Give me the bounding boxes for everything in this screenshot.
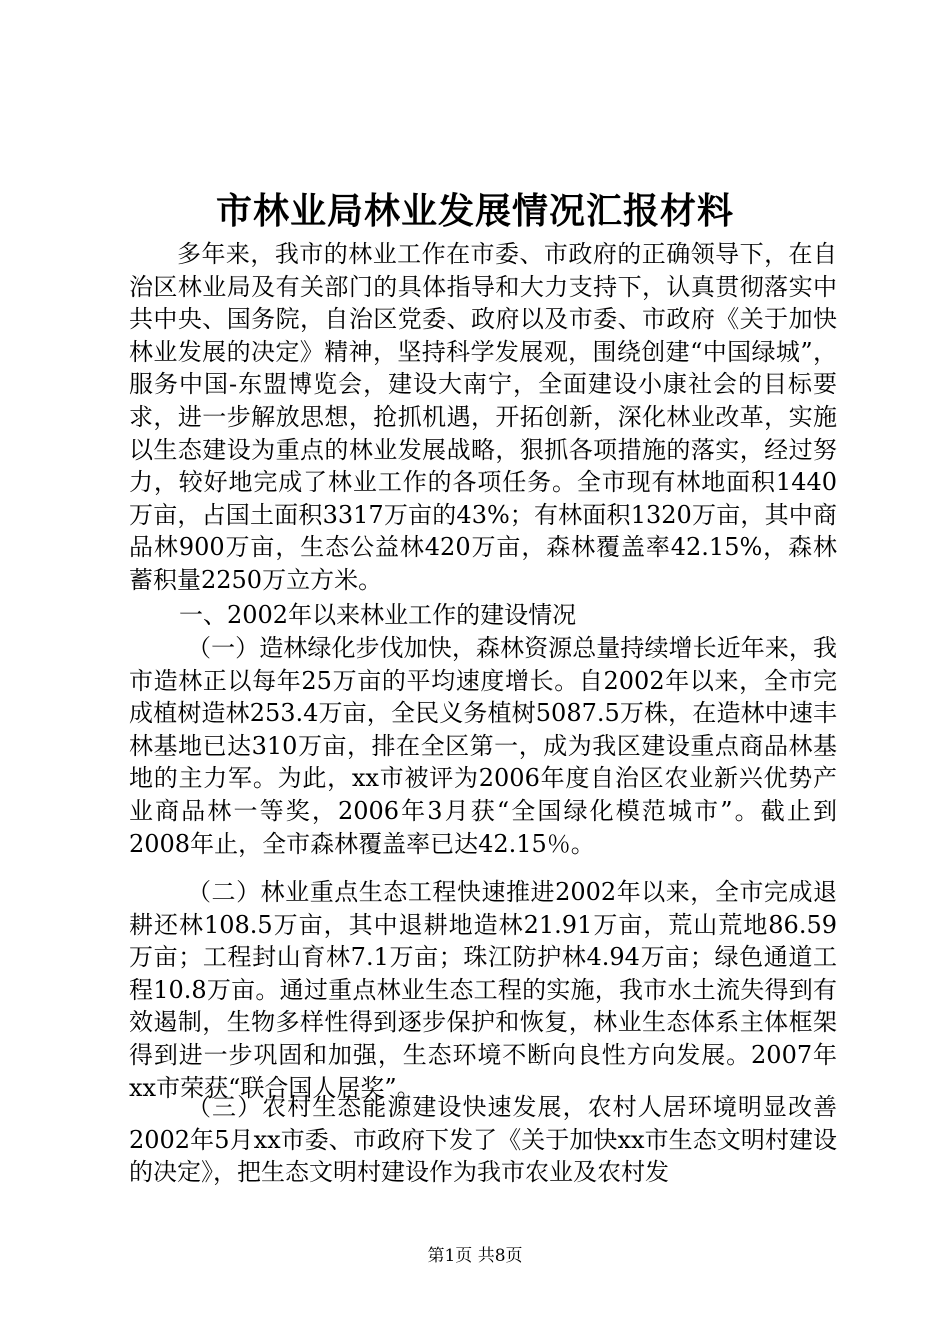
section-2-paragraph: （二）林业重点生态工程快速推进2002年以来，全市完成退耕还林108.5万亩，其中退耕地造林21.91万亩，荒山荒地86.59万亩；工程封山育林7.1万亩；珠江防护林4.94万亩；绿色通道工程10.8万亩。通过重点林业生态工程的实施，我市水土流失得到有效遏制，生物多样性得到逐步保护和恢复，林业生态体系主体框架得到进一步巩固和加强，生态环境不断向良性方向发展。2007年xx市荣获“联合国人居奖”。 [129, 878, 837, 1102]
document-title: 市林业局林业发展情况汇报材料 [215, 190, 734, 232]
intro-paragraph: 多年来，我市的林业工作在市委、市政府的正确领导下，在自治区林业局及有关部门的具体指导和大力支持下，认真贯彻落实中共中央、国务院，自治区党委、政府以及市委、市政府《关于加快林业发展的决定》精神，坚持科学发展观，围绕创建“中国绿城”，服务中国-东盟博览会，建设大南宁，全面建设小康社会的目标要求，进一步解放思想，抢抓机遇，开拓创新，深化林业改革，实施以生态建设为重点的林业发展战略，狠抓各项措施的落实，经过努力，较好地完成了林业工作的各项任务。全市现有林地面积1440万亩，占国土面积3317万亩的43%；有林面积1320万亩，其中商品林900万亩，生态公益林420万亩，森林覆盖率42.15%，森林蓄积量2250万立方米。 [129, 240, 837, 594]
section-1-paragraph: （一）造林绿化步伐加快，森林资源总量持续增长近年来，我市造林正以每年25万亩的平均速度增长。自2002年以来，全市完成植树造林253.4万亩，全民义务植树5087.5万株，在造林中速丰林基地已达310万亩，排在全区第一，成为我区建设重点商品林基地的主力军。为此，xx市被评为2006年度自治区农业新兴优势产业商品林一等奖，2006年3月获“全国绿化模范城市”。截止到2008年止，全市森林覆盖率已达42.15％。 [129, 634, 837, 858]
section-3-paragraph: （三）农村生态能源建设快速发展，农村人居环境明显改善2002年5月xx市委、市政府下发了《关于加快xx市生态文明村建设的决定》，把生态文明村建设作为我市农业及农村发 [129, 1093, 837, 1187]
section-heading: 一、2002年以来林业工作的建设情况 [179, 601, 577, 629]
page-number-footer: 第1页 共8页 [427, 1246, 523, 1266]
